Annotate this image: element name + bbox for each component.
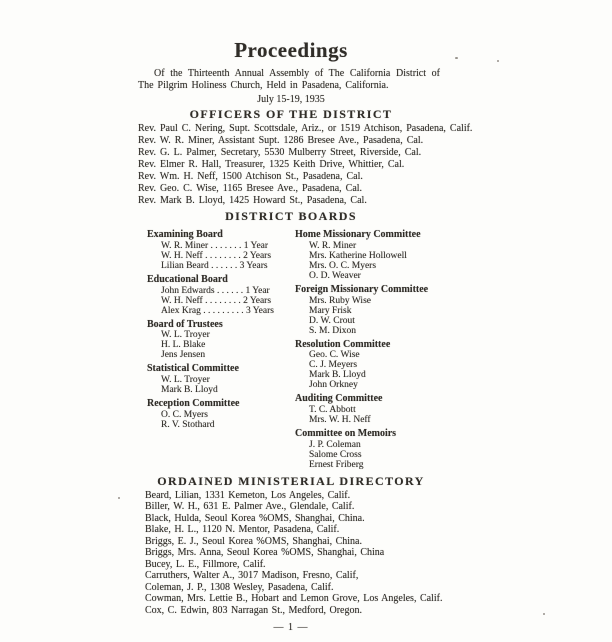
board-group [295, 283, 444, 336]
directory-heading: ORDAINED MINISTERIAL DIRECTORY [157, 473, 425, 488]
board-name: Auditing Committee [295, 393, 383, 405]
board-member: C. J. Meyers [309, 360, 358, 371]
board-member: W. H. Neff . . . . . . . . 2 Years [161, 295, 272, 306]
scan-speck [497, 60, 499, 62]
board-member: John Edwards . . . . . . 1 Year [161, 285, 270, 296]
board-member: Salome Cross [309, 449, 362, 460]
board-member: W. L. Troyer [161, 375, 210, 386]
board-member: Mrs. Ruby Wise [309, 295, 371, 306]
board-name: Home Missionary Committee [295, 229, 421, 240]
board-member: Mark B. Lloyd [309, 370, 366, 381]
board-group [147, 228, 295, 271]
board-group [295, 392, 444, 425]
directory-entry: Carruthers, Walter A., 3017 Madison, Fresno, Calif, [145, 570, 359, 582]
board-member: S. M. Dixon [309, 325, 356, 336]
officer-entry: Rev. Paul C. Nering, Supt. Scottsdale, Ariz., or 1519 Atchison, Pasadena, Calif. [138, 123, 473, 134]
board-member: R. V. Stothard [161, 419, 215, 430]
board-member: John Orkney [309, 380, 358, 391]
directory-entry: Briggs, Mrs. Anna, Seoul Korea %OMS, Shanghai, China [145, 547, 385, 559]
board-member: H. L. Blake [161, 340, 206, 351]
directory-entry: Beard, Lilian, 1331 Kemeton, Los Angeles, Calif. [145, 489, 351, 501]
ministerial-directory-list [145, 490, 490, 617]
board-group [147, 397, 295, 430]
board-group [295, 338, 444, 391]
board-member: Ernest Friberg [309, 459, 364, 470]
directory-entry: Coleman, J. P., 1308 Wesley, Pasadena, Calif. [145, 581, 334, 593]
board-name: Reception Committee [147, 398, 240, 410]
board-member: Mary Frisk [309, 305, 352, 316]
board-name: Resolution Committee [295, 338, 391, 350]
board-group [295, 228, 444, 281]
board-member: W. R. Miner [309, 240, 357, 251]
board-member: Mrs. Katherine Hollowell [309, 250, 407, 261]
scan-speck [455, 57, 458, 59]
board-member: Mrs. O. C. Myers [309, 260, 377, 271]
board-member: J. P. Coleman [309, 439, 361, 450]
directory-entry: Bucey, L. E., Fillmore, Calif. [145, 558, 266, 570]
officers-heading: OFFICERS OF THE DISTRICT [189, 107, 393, 121]
boards-column-left [138, 228, 295, 472]
directory-entry: Biller, W. H., 631 E. Palmer Ave., Glendale, Calif. [145, 501, 355, 513]
directory-entry: Black, Hulda, Seoul Korea %OMS, Shanghai, China. [145, 512, 365, 524]
assembly-subtitle: Of the Thirteenth Annual Assembly of The California District of The Pilgrim Holiness Church, Held in Pasadena, California. [138, 68, 440, 91]
board-name: Examining Board [147, 229, 223, 240]
directory-entry: Blake, H. L., 1120 N. Mentor, Pasadena, Calif. [145, 524, 340, 536]
district-boards-heading: DISTRICT BOARDS [225, 209, 357, 223]
board-name: Foreign Missionary Committee [295, 283, 429, 295]
assembly-date: July 15-19, 1935 [257, 94, 325, 105]
board-name: Board of Trustees [147, 318, 223, 330]
board-group [147, 318, 295, 361]
board-group [147, 362, 295, 395]
officers-list [138, 123, 486, 207]
board-member: Geo. C. Wise [309, 350, 360, 361]
board-name: Educational Board [147, 273, 228, 285]
board-member: Mrs. W. H. Neff [309, 415, 371, 426]
page-number: — 1 — [273, 622, 309, 634]
board-name: Committee on Memoirs [295, 428, 397, 440]
board-member: Lilian Beard . . . . . . 3 Years [161, 260, 268, 271]
directory-entry: Cox, C. Edwin, 803 Narragan St., Medford, Oregon. [145, 604, 362, 616]
board-name: Statistical Committee [147, 363, 239, 375]
board-member: Alex Krag . . . . . . . . . 3 Years [161, 305, 274, 316]
scan-speck [118, 497, 120, 499]
board-member: D. W. Crout [309, 315, 355, 326]
board-member: W. R. Miner . . . . . . . 1 Year [161, 240, 269, 251]
board-group [147, 273, 295, 316]
board-member: O. C. Myers [161, 409, 208, 420]
directory-entry: Briggs, E. J., Seoul Korea %OMS, Shanghai, China. [145, 535, 362, 547]
officer-entry: Rev. W. R. Miner, Assistant Supt. 1286 Bresee Ave., Pasadena, Cal. [138, 135, 424, 146]
board-member: Mark B. Lloyd [161, 385, 218, 396]
officer-entry: Rev. G. L. Palmer, Secretary, 5530 Mulberry Street, Riverside, Cal. [138, 147, 422, 158]
officer-entry: Rev. Wm. H. Neff, 1500 Atchison St., Pasadena, Cal. [138, 171, 363, 182]
boards-column-right [295, 228, 444, 472]
board-member: W. L. Troyer [161, 330, 210, 341]
directory-entry: Cowman, Mrs. Lettie B., Hobart and Lemon Grove, Los Angeles, Calif. [145, 593, 443, 605]
officer-entry: Rev. Elmer R. Hall, Treasurer, 1325 Keith Drive, Whittier, Cal. [138, 159, 405, 170]
page-content [138, 38, 473, 634]
board-member: W. H. Neff . . . . . . . . 2 Years [161, 250, 272, 261]
board-member: O. D. Weaver [309, 270, 361, 281]
board-group [295, 427, 444, 470]
scan-speck [543, 613, 545, 615]
page-title: Proceedings [234, 38, 348, 62]
board-member: T. C. Abbott [309, 405, 356, 416]
board-member: Jens Jensen [161, 350, 206, 361]
officer-entry: Rev. Mark B. Lloyd, 1425 Howard St., Pasadena, Cal. [138, 195, 367, 206]
district-boards [138, 228, 444, 472]
officer-entry: Rev. Geo. C. Wise, 1165 Bresee Ave., Pasadena, Cal. [138, 183, 363, 194]
